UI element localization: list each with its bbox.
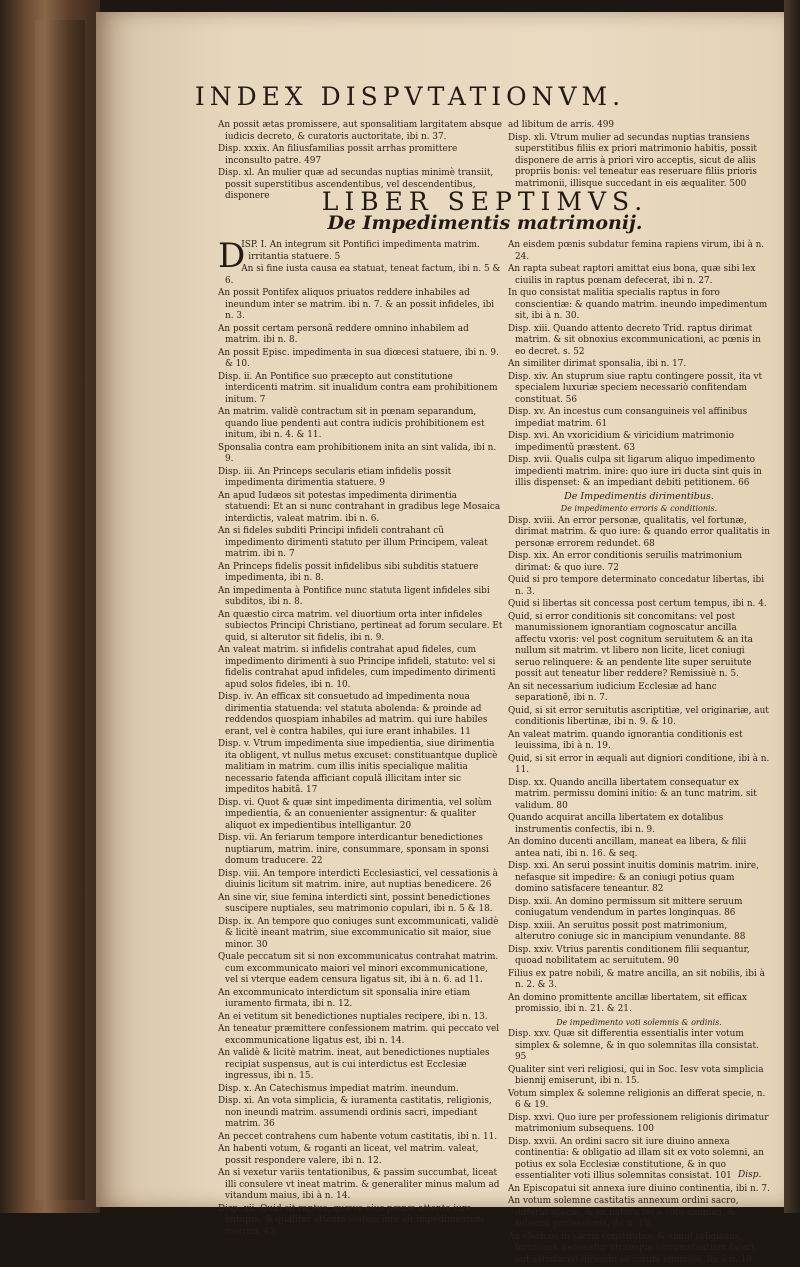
list-item: Disp. xxvi. Quo iure per professionem religionis dirimatur matrimonium subsequens. 100: [508, 1112, 769, 1134]
list-item: An valeat matrim. quando ignorantia conditionis est leuissima, ibi à n. 19.: [508, 729, 743, 751]
list-item: Disp. xiv. An stuprum siue raptu contingere possit, ita vt specialem luxuriæ speciem necessariò confitendam constituat. 56: [508, 371, 763, 405]
list-item: Disp. xxv. Quæ sit differentia essentialis inter votum simplex & solemne, & in quo solemnitas illa consistat. 95: [508, 1029, 759, 1062]
list-item: An votum solemne castitatis annexum ordini sacro, differat specie, & ex natura rei à voto simplici, & solemni professionis, ibi n. 18.: [508, 1196, 739, 1229]
list-item: Quid, si sit error seruitutis ascriptitiæ, vel originariæ, aut conditionis libertinæ, ibi n. 9. & 10.: [508, 705, 769, 727]
section-subheading: De impedimento erroris & conditionis.: [560, 504, 718, 513]
list-item: Disp. xvii. Qualis culpa sit ligarum aliquo impedimento impedienti matrim. inire: quo iure iri ducta sint quis in illis dispenset: & an impediant debiti petitionem. 66: [508, 455, 762, 488]
list-item: An Episcopatui sit annexa iure diuino continentia, ibi n. 7.: [508, 1183, 770, 1194]
list-item: An valeat matrim. si infidelis contrahat apud fideles, cum impedimento dirimenti à suo Principe infideli, statuto: vel si fidelis contrahat apud infideles, cum impedimento dirimenti apud solos fideles, ibi n. 10.: [218, 645, 496, 690]
list-item: Disp. vii. An feriarum tempore interdicantur benedictiones nuptiarum, matrim. inire, consummare, sponsam in sponsi domum traducere. 22: [218, 833, 489, 866]
list-item: An sine vir, siue femina interdicti sint, possint benedictiones suscipere nuptiales, seu matrimonio copulari, ibi n. 5 & 18.: [218, 892, 493, 914]
list-item: Disp. xxvii. An ordini sacro sit iure diuino annexa continentia: & obligatio ad illam sit ex voto solemni, an potius ex sola Ecclesiæ constitutione, & in quo essentialiter voti illius solemnitas consistat. 101: [508, 1136, 764, 1181]
book-spine: [0, 0, 100, 1213]
list-item: Disp. xviii. An error personæ, qualitatis, vel fortunæ, dirimat matrim. & quo iure: & quando error qualitatis in personæ errorem redundet. 68: [508, 515, 770, 549]
list-item: Disp. x. An Catechismus impediat matrim. ineundum.: [218, 1083, 459, 1094]
list-item: An rapta subeat raptori amittat eius bona, quæ sibi lex ciuilis in raptus pœnam defecerat, ibi n. 27.: [508, 264, 756, 286]
list-item: Disp. xxxix. An filiusfamilias possit arrhas promittere inconsulto patre. 497: [218, 144, 458, 166]
list-item: Quale peccatum sit si non excommunicatus contrahat matrim. cum excommunicato maiori vel minori excommunicatione, vel si vterque eadem censura ligatus sit, ibi à n. 6. ad 11.: [218, 952, 499, 985]
list-item: An possit Pontifex aliquos priuatos reddere inhabiles ad ineundum inter se matrim. ibi n. 7. & an possit infideles, ibi n. 3.: [218, 288, 495, 321]
catchword: Disp.: [738, 1170, 762, 1180]
list-item: Quid, si sit error in æquali aut digniori conditione, ibi à n. 11.: [508, 753, 770, 775]
list-item: Disp. xli. Vtrum mulier ad secundas nuptias transiens superstitibus filiis ex priori matrimonio habitis, possit disponere de arris à priori viro acceptis, sicut de aliis propriis bonis: vel teneatur eas reseruare filiis prioris matrimonii, illisque succedant in eis æqualiter. 500: [508, 132, 757, 189]
list-item: An similiter dirimat sponsalia, ibi n. 17.: [508, 359, 687, 369]
list-item: An Princeps fidelis possit infidelibus sibi subditis statuere impedimenta, ibi n. 8.: [218, 561, 479, 583]
page-header: INDEX DISPVTATIONVM.: [194, 82, 626, 111]
list-item: Disp. xii. Quid sit raptus, quæve eius pœnæ attento iure antiquo, & qualiter attento eodem iure sit impedimentum matrim. 43: [218, 1203, 485, 1237]
list-item: Disp. xxiv. Vtrius parentis conditionem filii sequantur, quoad nobilitatem ac seruitutem. 90: [508, 944, 750, 966]
list-item: An excommunicato interdictum sit sponsalia inire etiam iuramento firmata, ibi n. 12.: [218, 987, 471, 1009]
book-title: LIBER SEPTIMVS.: [321, 187, 649, 216]
list-item: An sit necessarium iudicium Ecclesiæ ad hanc separationẽ, ibi n. 7.: [508, 681, 717, 703]
list-item: Disp. xiii. Quando attento decreto Trid. raptus dirimat matrim. & sit obnoxius excommunicationi, ac pœnis in eo decret. s. 52: [508, 323, 761, 357]
list-item: Quid si libertas sit concessa post certum tempus, ibi n. 4.: [508, 599, 767, 609]
list-item: An ei vetitum sit benedictiones nuptiales recipere, ibi n. 13.: [218, 1011, 488, 1022]
list-item: ad libitum de arris. 499: [508, 120, 615, 130]
book-subtitle: De Impedimentis matrimonij.: [327, 212, 643, 234]
section-subheading: De impedimento voti solemnis & ordinis.: [556, 1017, 722, 1027]
list-item: An si vexetur variis tentationibus, & passim succumbat, liceat illi consulere vt ineat matrim. & generaliter minus malum ad vitandum maius, ibi à n. 14.: [218, 1168, 500, 1201]
list-item: Disp. v. Vtrum impedimenta siue impedientia, siue dirimentia ita obligent, vt nullus metus excuset: constituantque duplicè malitiam in matrim. cum illis initis specialique malitia necessario fatenda afficiant copulã illicitam inter sic impeditos habitã. 17: [218, 739, 498, 795]
right-column: [508, 240, 770, 1267]
list-item: Votum simplex & solemne religionis an differat specie, n. 6 & 19.: [508, 1088, 766, 1110]
list-item: An teneatur præmittere confessionem matrim. qui peccato vel excommunicatione ligatus est, ibi n. 14.: [218, 1024, 500, 1046]
list-item: An domino ducenti ancillam, maneat ea libera, & filii antea nati, ibi n. 16. & seq.: [508, 837, 747, 859]
list-item: Disp. xxiii. An seruitus possit post matrimonium, alterutro coniuge sic in mancipium venundante. 88: [508, 920, 746, 942]
list-item: In quo consistat malitia specialis raptus in foro conscientiæ: & quando matrim. ineundo impedimentum sit, ibi à n. 30.: [508, 288, 768, 321]
list-item: An si fideles subditi Principi infideli contrahant cũ impedimento dirimenti statuto per illum Principem, valeat matrim. ibi n. 7: [218, 526, 488, 559]
list-item: An peccet contrahens cum habente votum castitatis, ibi n. 11.: [218, 1131, 498, 1142]
list-item: Disp. xv. An incestus cum consanguineis vel affinibus impediat matrim. 61: [508, 407, 748, 429]
list-item: An possit Episc. impedimenta in sua diœcesi statuere, ibi n. 9. & 10.: [218, 347, 499, 369]
list-item: Disp. vi. Quot & quæ sint impedimenta dirimentia, vel solùm impedientia, & an conuenienter assignentur: & qualiter aliquot ex impedientibus intelligantur. 20: [218, 797, 492, 831]
list-item: Disp. xxi. An serui possint inuitis dominis matrim. inire, nefasque sit impedire: & an coniugi potius quam domino satisfacere teneantur. 82: [508, 861, 759, 894]
list-item: Filius ex patre nobili, & matre ancilla, an sit nobilis, ibi à n. 2. & 3.: [508, 968, 765, 990]
list-item: Quid si pro tempore determinato concedatur libertas, ibi n. 3.: [508, 575, 765, 597]
list-item: Disp. iv. An efficax sit consuetudo ad impedimenta noua dirimentia statuenda: vel statuta abolenda: & proinde ad reddendos quospiam inhabiles ad matrim. qui iure habiles erant, vel è contra habiles, qui iure erant inhabiles. 11: [218, 692, 488, 737]
list-item: An quæstio circa matrim. vel diuortium orta inter infideles subiectos Principi Christiano, pertineat ad forum seculare. Et quid, si alterutor sit fidelis, ibi n. 9.: [218, 609, 503, 643]
drop-cap: D: [218, 236, 246, 276]
list-item: An domino promittente ancillæ libertatem, sit efficax promissio, ibi n. 21. & 21.: [508, 992, 748, 1014]
top-right-column: [508, 120, 770, 191]
list-item: An clericus in sacris constitutus, & simul religiosus, fornicans, censeatur vtramque circumstantiam fateri, aut satisfaciat dicendo se votum emisisse, ibi à n. 19.: [508, 1231, 757, 1265]
list-item: Disp. iii. An Princeps secularis etiam infidelis possit impedimenta dirimentia statuere. 9: [218, 466, 452, 488]
list-item: Disp. ix. An tempore quo coniuges sunt excommunicati, validè & licitè ineant matrim, siue excommunicatio sit maior, siue minor. 30: [218, 916, 499, 950]
list-item: An impedimenta à Pontifice nunc statuta ligent infideles sibi subditos, ibi n. 8.: [218, 585, 490, 607]
list-item: An possit ætas promissere, aut sponsalitiam largitatem absque iudicis decreto, & curatoris auctoritate, ibi n. 37.: [218, 120, 503, 142]
list-item: Disp. xxii. An domino permissum sit mittere seruum coniugatum vendendum in partes longinquas. 86: [508, 896, 743, 918]
section-heading: De Impedimentis dirimentibus.: [564, 490, 714, 502]
list-item: ISP. I. An integrum sit Pontifici impedimenta matrim. irritantia statuere. 5: [241, 240, 480, 262]
list-item: An habenti votum, & roganti an liceat, vel matrim. valeat, possit respondere valere, ibi n. 12.: [218, 1144, 479, 1166]
list-item: Disp. xvi. An vxoricidium & viricidium matrimonio impedimentũ præstent. 63: [508, 431, 734, 453]
list-item: Disp. viii. An tempore interdicti Ecclesiastici, vel cessationis à diuinis licitum sit matrim. inire, aut nuptias benedicere. 26: [218, 868, 498, 890]
list-item: Qualiter sint veri religiosi, qui in Soc. Iesv vota simplicia biennij emiserunt, ibi n. 15.: [508, 1064, 764, 1086]
list-item: Disp. ii. An Pontifice suo præcepto aut constitutione interdicenti matrim. sit inualidum contra eam prohibitionem initum. 7: [218, 371, 498, 405]
page-edge: [784, 0, 800, 1213]
list-item: An si fine iusta causa ea statuat, teneat factum, ibi n. 5 & 6.: [225, 264, 501, 286]
list-item: Quid, si error conditionis sit concomitans: vel post manumissionem ignorantiam cognoscatur ancilla affectu vxoris: vel post cognitum seruitutem & an ita nullum sit matrim. vt libero non licite, licet coniugi seruo relinquere: & an pendente lite super seruitute possit aut teneatur liber reddere? Remissiuè n. 5.: [508, 611, 753, 679]
list-item: An apud Iudæos sit potestas impedimenta dirimentia statuendi: Et an si nunc contrahant in gradibus lege Mosaica interdictis, valeat matrim. ibi n. 6.: [218, 490, 501, 524]
list-item: An matrim. validè contractum sit in pœnam separandum, quando liue pendenti aut contra iudicis prohibitionem est initum, ibi n. 4. & 11.: [218, 407, 485, 440]
list-item: Disp. xl. An mulier quæ ad secundas nuptias minimè transiit, possit superstitibus ascendentibus, vel descendentibus, disponere: [218, 168, 494, 201]
list-item: An validè & licitè matrim. ineat, aut benedictiones nuptiales recipiat suspensus, aut is cui interdictus est Ecclesiæ ingressus, ibi n. 15.: [218, 1048, 490, 1081]
list-item: Sponsalia contra eam prohibitionem inita an sint valida, ibi n. 9.: [218, 442, 497, 464]
list-item: An eisdem pœnis subdatur femina rapiens virum, ibi à n. 24.: [508, 240, 765, 262]
list-item: Quando acquirat ancilla libertatem ex dotalibus instrumentis confectis, ibi n. 9.: [508, 813, 724, 835]
list-item: Disp. xi. An vota simplicia, & iuramenta castitatis, religionis, non ineundi matrim. assumendi ordinis sacri, impediant matrim. 36: [218, 1096, 492, 1129]
left-column: [218, 236, 503, 1239]
list-item: An possit certam personã reddere omnino inhabilem ad matrim. ibi n. 8.: [218, 323, 469, 345]
list-item: Disp. xx. Quando ancilla libertatem consequatur ex matrim. permissu domini initio: & an tunc matrim. sit validum. 80: [508, 777, 757, 811]
list-item: Disp. xix. An error conditionis seruilis matrimonium dirimat: & quo iure. 72: [508, 551, 743, 573]
